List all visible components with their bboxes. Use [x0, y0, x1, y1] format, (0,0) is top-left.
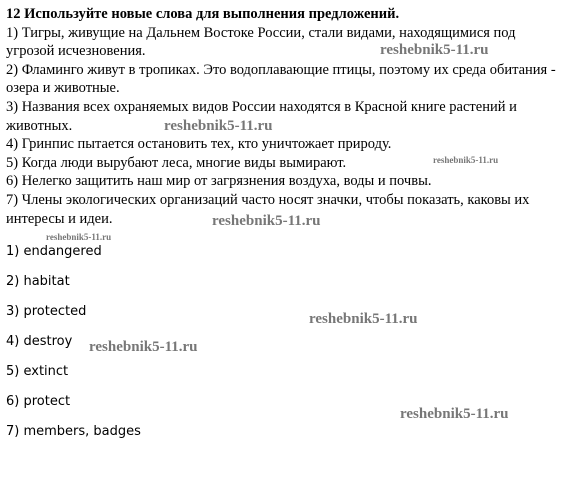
sentence-3: 3) Названия всех охраняемых видов России находятся в Красной книге растений и животных. [6, 98, 517, 134]
answer-3: 3) protected [6, 304, 87, 319]
task-title: 12 Используйте новые слова для выполнения предложений. [6, 6, 400, 22]
task-block [6, 5, 558, 228]
answer-4: 4) destroy [6, 334, 73, 349]
watermark: reshebnik5-11.ru [400, 406, 509, 422]
sentence-2: 2) Фламинго живут в тропиках. Это водоплавающие птицы, поэтому их среда обитания - озера и животные. [6, 61, 556, 97]
sentence-6: 6) Нелегко защитить наш мир от загрязнения воздуха, воды и почвы. [6, 173, 432, 190]
watermark: reshebnik5-11.ru [433, 155, 499, 165]
sentence-4: 4) Гринпис пытается остановить тех, кто уничтожает природу. [6, 136, 392, 153]
watermark: reshebnik5-11.ru [164, 118, 273, 134]
watermark: reshebnik5-11.ru [212, 213, 321, 229]
watermark: reshebnik5-11.ru [309, 311, 418, 327]
answer-2: 2) habitat [6, 274, 70, 289]
sentence-7: 7) Члены экологических организаций часто носят значки, чтобы показать, каковы их интересы и идеи. [6, 191, 530, 227]
answer-7: 7) members, badges [6, 424, 141, 439]
answer-5: 5) extinct [6, 364, 69, 379]
answer-1: 1) endangered [6, 244, 102, 259]
watermark: reshebnik5-11.ru [89, 339, 198, 355]
watermark: reshebnik5-11.ru [380, 42, 489, 58]
answer-6: 6) protect [6, 394, 71, 409]
sentence-5: 5) Когда люди вырубают леса, многие виды вымирают. [6, 154, 347, 171]
watermark: reshebnik5-11.ru [46, 232, 112, 242]
sentence-1: 1) Тигры, живущие на Дальнем Востоке России, стали видами, находящимися под угрозой исчезновения. [6, 24, 516, 60]
